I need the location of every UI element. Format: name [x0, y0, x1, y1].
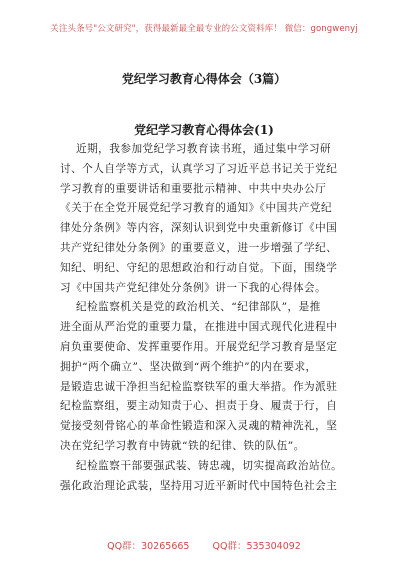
body-line: 讨、个人自学等方式，认真学习了习近平总书记关于党纪 [60, 162, 338, 175]
body-line: 律处分条例》等内容，深刻认识到党中央重新修订《中国 [60, 222, 338, 235]
body-line: 决在党纪学习教育中铸就“铁的纪律、铁的队伍”。 [60, 439, 305, 452]
body-line: 是锻造忠诚干净担当纪检监察铁军的重大举措。作为派驻 [60, 380, 338, 393]
body-line: 习《中国共产党纪律处分条例》讲一下我的心得体会。 [60, 281, 327, 294]
body-line: 纪检监察组，要主动知责于心、担责于身、履责于行，自 [60, 400, 338, 413]
body-line: 觉接受刻骨铭心的革命性锻造和深入灵魂的精神洗礼，坚 [60, 420, 338, 433]
body-line: 纪检监察机关是党的政治机关、“纪律部队”，是推 [76, 301, 321, 314]
body-line: 肩负重要使命、发挥重要作用。开展党纪学习教育是坚定 [60, 340, 338, 353]
body-line: 近期，我参加党纪学习教育读书班，通过集中学习研 [76, 143, 332, 155]
document-title: 党纪学习教育心得体会（3篇） [121, 72, 287, 86]
body-line: 拥护“两个确立”、坚决做到“两个维护”的内在要求， [60, 360, 317, 373]
body-line: 强化政治理论武装，坚持用习近平新时代中国特色社会主 [60, 479, 338, 492]
footer-contacts [0, 538, 408, 552]
body-line: 纪检监察干部要强武装、铸忠魂，切实提高政治站位。 [76, 459, 343, 472]
body-line: 共产党纪律处分条例》的重要意义，进一步增强了学纪、 [60, 241, 338, 254]
footer-qq-group-2: QQ群：535304092 [212, 541, 301, 552]
footer-qq-group-1: QQ群：30265665 [107, 541, 190, 552]
document-body [60, 140, 360, 496]
body-line: 知纪、明纪、守纪的思想政治和行动自觉。下面，围绕学 [60, 261, 338, 274]
section-title: 党纪学习教育心得体会(1) [134, 123, 274, 137]
body-line: 进全面从严治党的重要力量，在推进中国式现代化进程中 [60, 321, 338, 334]
header-notice: 关注头条号"公文研究"，获得最新最全最专业的公文资料库！ 微信：gongwenyj [50, 24, 358, 34]
body-line: 学习教育的重要讲话和重要批示精神、中共中央办公厅 [60, 182, 327, 195]
body-line: 《关于在全党开展党纪学习教育的通知》《中国共产党纪 [60, 202, 333, 215]
